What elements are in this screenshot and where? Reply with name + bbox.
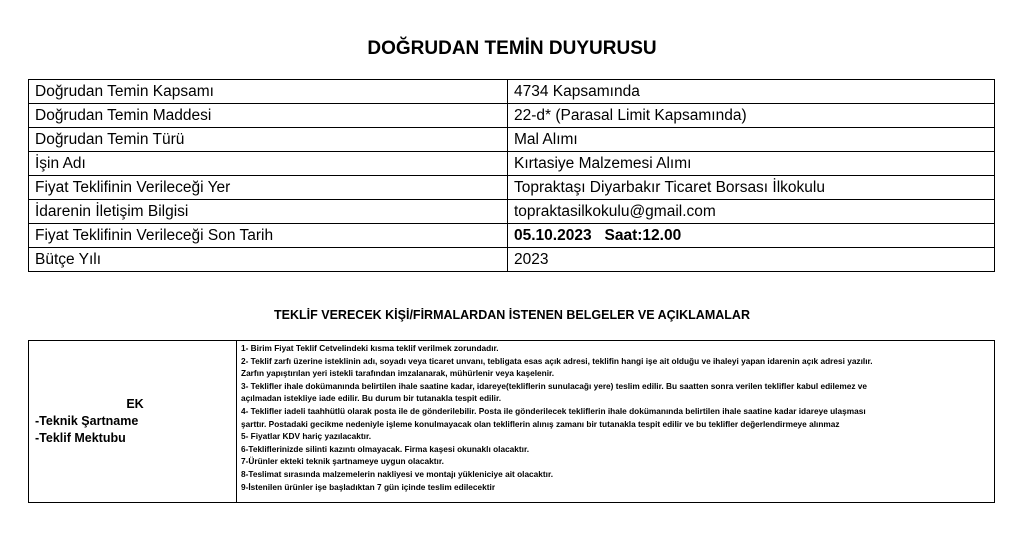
requirement-line: 6-Tekliflerinizde silinti kazıntı olmayacak. Firma kaşesi okunaklı olacaktır. — [241, 443, 530, 454]
info-value: Kırtasiye Malzemesi Alımı — [508, 152, 995, 176]
attachments-heading: EK — [126, 397, 144, 411]
info-row — [29, 248, 995, 272]
info-row — [29, 176, 995, 200]
info-label: Fiyat Teklifinin Verileceği Yer — [29, 176, 508, 200]
requirement-line: 2- Teklif zarfı üzerine isteklinin adı, soyadı veya ticaret unvanı, tebligata esas açık adresi, teklifin hangi işe ait olduğu ve ihaleyi yapan idarenin açık adresi yazılır. — [241, 355, 873, 366]
info-label: Doğrudan Temin Türü — [29, 128, 508, 152]
requirements-table — [28, 340, 995, 503]
page-title: DOĞRUDAN TEMİN DUYURUSU — [367, 38, 657, 59]
info-value: 22-d* (Parasal Limit Kapsamında) — [508, 104, 995, 128]
attachments-cell — [29, 341, 237, 503]
attachment-item: -Teknik Şartname — [35, 414, 139, 428]
info-row — [29, 104, 995, 128]
info-table — [28, 79, 995, 272]
requirement-line: şarttır. Postadaki gecikme nedeniyle işleme konulmayacak olan tekliflerin alınış zamanı bir tutanakla tespit edilir ve bu teklifler değerlendirmeye alınmaz — [241, 418, 840, 429]
requirement-line: 9-İstenilen ürünler işe başladıktan 7 gün içinde teslim edilecektir — [241, 481, 496, 492]
info-label: İşin Adı — [29, 152, 508, 176]
requirements-title: TEKLİF VERECEK KİŞİ/FİRMALARDAN İSTENEN BELGELER VE AÇIKLAMALAR — [274, 308, 750, 322]
info-label: Doğrudan Temin Kapsamı — [29, 80, 508, 104]
requirement-line: açılmadan istekliye iade edilir. Bu durum bir tutanakla tespit edilir. — [241, 393, 502, 404]
info-value: 4734 Kapsamında — [508, 80, 995, 104]
info-label: Doğrudan Temin Maddesi — [29, 104, 508, 128]
info-label: İdarenin İletişim Bilgisi — [29, 200, 508, 224]
attachment-item: -Teklif Mektubu — [35, 431, 126, 445]
requirement-line: 5- Fiyatlar KDV hariç yazılacaktır. — [241, 431, 372, 442]
info-row — [29, 224, 995, 248]
requirements-list — [237, 341, 995, 503]
requirement-line: Zarfın yapıştırılan yeri istekli tarafından imzalanarak, mühürlenir veya kaşelenir. — [241, 368, 555, 379]
info-row — [29, 128, 995, 152]
info-label: Fiyat Teklifinin Verileceği Son Tarih — [29, 224, 508, 248]
info-label: Bütçe Yılı — [29, 248, 508, 272]
info-value: Mal Alımı — [508, 128, 995, 152]
info-value: Topraktaşı Diyarbakır Ticaret Borsası İlkokulu — [508, 176, 995, 200]
info-value: 2023 — [508, 248, 995, 272]
info-row — [29, 200, 995, 224]
requirement-line: 1- Birim Fiyat Teklif Cetvelindeki kısma teklif verilmek zorundadır. — [241, 343, 499, 353]
info-value: topraktasilkokulu@gmail.com — [508, 200, 995, 224]
info-row — [29, 80, 995, 104]
info-value: 05.10.2023 Saat:12.00 — [508, 224, 995, 248]
requirement-line: 3- Teklifler ihale dokümanında belirtilen ihale saatine kadar, idareye(tekliflerin sunulacağı yere) teslim edilir. Bu saatten sonra verilen teklifler kabul edilemez ve — [241, 380, 868, 391]
requirement-line: 4- Teklifler iadeli taahhütlü olarak posta ile de gönderilebilir. Posta ile gönderilecek tekliflerin ihale dokümanında belirtilen ihale saatine kadar idareye ulaşması — [241, 405, 866, 416]
requirement-line: 7-Ürünler ekteki teknik şartnameye uygun olacaktır. — [241, 456, 444, 467]
info-row — [29, 152, 995, 176]
requirement-line: 8-Teslimat sırasında malzemelerin nakliyesi ve montajı yükleniciye ait olacaktır. — [241, 468, 554, 479]
